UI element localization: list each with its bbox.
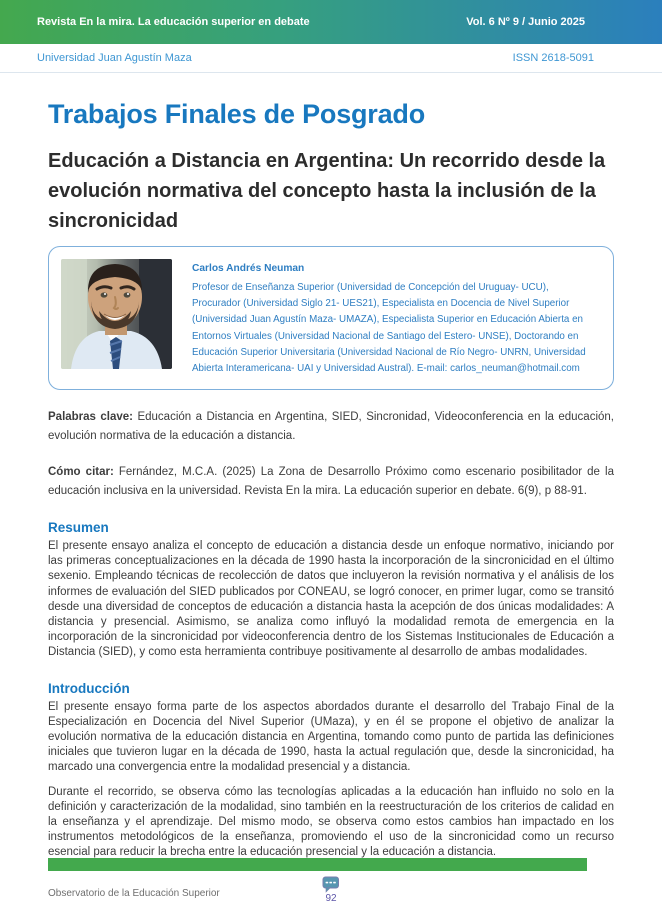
author-bio: Profesor de Enseñanza Superior (Universidad de Concepción del Uruguay- UCU), Procurador (Universidad Siglo 21- UES21), Especialista en Docencia de Nivel Superior (Universidad Juan Agustín Maza- UMAZA), Especialista Superior en Educación Abierta en Entornos Virtuales (Universidad Nacional de Santiago del Estero- UNSE), Doctorando en Educación Superior Universitaria (Universidad Nacional de Río Negro- UNRN, Universidad Abierta Interamericana- UAI y Universidad Austral). E-mail: carlos_neuman@hotmail.com bbox=[192, 281, 586, 375]
resumen-paragraph: El presente ensayo analiza el concepto de educación a distancia desde un enfoque normativo, iniciando por las primeras conceptualizaciones en la década de 1990 hasta la incorporación de la sincronicidad en el último sexenio. Empleando técnicas de recolección de datos que incluyeron la revisión normativa y el análisis de los informes de evaluación del SIED publicados por CONEAU, se logró conocer, en primer lugar, como se transitó desde una diversidad de conceptos de educación a distancia hasta la acepción de dos únicas modalidades: A distancia y presencial. Asimismo, se analiza como influyó la modalidad remota de emergencia en la incorporación de la sincronicidad por videoconferencia dentro de los Sistemas Institucionales de Educación a Distancia (SIED), y como esta herramienta contribuye positivamente al desarrollo de ambas modalidades. bbox=[48, 539, 614, 659]
page-marker bbox=[0, 876, 662, 904]
author-card bbox=[48, 246, 614, 390]
issn-label: ISSN 2618-5091 bbox=[512, 52, 594, 64]
citation-label: Cómo citar: bbox=[48, 466, 114, 479]
author-info bbox=[192, 259, 601, 377]
keywords-paragraph bbox=[48, 408, 614, 445]
keywords-text: Educación a Distancia en Argentina, SIED, Sincronidad, Videoconferencia en la educación, evolución normativa de la educación a distancia. bbox=[48, 411, 614, 442]
speech-bubble-icon bbox=[322, 876, 340, 893]
footer-accent-bar bbox=[48, 858, 587, 871]
footer-row bbox=[0, 876, 662, 916]
introduccion-paragraph-1: El presente ensayo forma parte de los aspectos abordados durante el desarrollo del Trabajo Final de la Especialización en Docencia del Nivel Superior (UMaza), y en él se propone el objetivo de analizar la evolución normativa de la educación distancia en Argentina, tomando como punto de partida las definiciones iniciales que tuvieron lugar en la década de 1990, hasta la actual regulación que, desde la sincronicidad, ha marcado una convergencia entre la modalidad presencial y a distancia. bbox=[48, 700, 614, 774]
author-name: Carlos Andrés Neuman bbox=[192, 263, 305, 274]
author-photo bbox=[61, 259, 172, 369]
citation-text: Fernández, M.C.A. (2025) La Zona de Desarrollo Próximo como escenario posibilitador de la educación inclusiva en la universidad. Revista En la mira. La educación superior en debate. 6(9), p 88-91. bbox=[48, 466, 614, 497]
header-bar bbox=[0, 0, 662, 44]
subheader-row bbox=[0, 44, 662, 73]
keywords-label: Palabras clave: bbox=[48, 411, 134, 424]
page-number: 92 bbox=[325, 893, 337, 904]
footer-observatory-label: Observatorio de la Educación Superior bbox=[48, 888, 220, 899]
university-name: Universidad Juan Agustín Maza bbox=[37, 52, 192, 64]
citation-paragraph bbox=[48, 463, 614, 500]
volume-label: Vol. 6 Nº 9 / Junio 2025 bbox=[466, 16, 585, 28]
page-title: Trabajos Finales de Posgrado bbox=[48, 99, 426, 129]
journal-title: Revista En la mira. La educación superior en debate bbox=[37, 16, 310, 28]
section-heading-resumen: Resumen bbox=[48, 519, 109, 535]
author-photo-illustration bbox=[61, 259, 172, 369]
introduccion-paragraph-2: Durante el recorrido, se observa cómo las tecnologías aplicadas a la educación han influido no solo en la definición y caracterización de la modalidad, sino también en la reestructuración de los criterios de calidad en la enseñanza y el aprendizaje. Del mismo modo, se observa como estos cambios han impactado en los instrumentos metodológicos de la enseñanza, promoviendo el uso de la sincronicidad como un recurso esencial para reducir la brecha entre la educación presencial y la educación a distancia. bbox=[48, 785, 614, 859]
article-content bbox=[0, 73, 662, 917]
article-title: Educación a Distancia en Argentina: Un recorrido desde la evolución normativa del concepto hasta la inclusión de la sincronicidad bbox=[48, 150, 606, 232]
section-heading-introduccion: Introducción bbox=[48, 680, 130, 696]
